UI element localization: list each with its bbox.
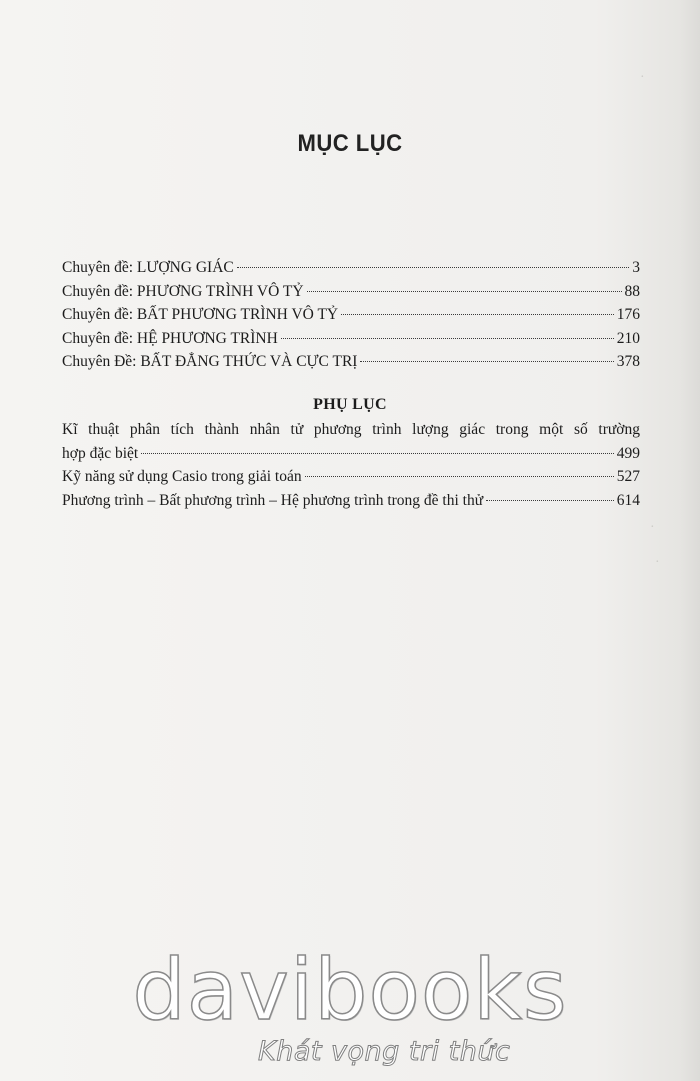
dot-leader	[281, 338, 614, 339]
watermark-brand-logo: davibooks	[132, 941, 568, 1039]
toc-entry	[62, 280, 640, 304]
toc-entry-label: Chuyên Đề: BẤT ĐẲNG THỨC VÀ CỰC TRỊ	[62, 353, 358, 370]
dot-leader	[237, 267, 630, 268]
toc-entry-label: Chuyên đề: BẤT PHƯƠNG TRÌNH VÔ TỶ	[62, 306, 339, 323]
toc-entry-label: Chuyên đề: PHƯƠNG TRÌNH VÔ TỶ	[62, 282, 304, 300]
toc-entry-label: Phương trình – Bất phương trình – Hệ phương trình trong đề thi thử	[62, 491, 484, 509]
toc-entry-page: 210	[616, 329, 640, 347]
toc-entry	[62, 465, 640, 489]
toc-list	[62, 256, 640, 374]
dot-leader	[305, 476, 614, 477]
bleed-through-mark: ·	[655, 555, 660, 570]
toc-entry-page: 88	[624, 282, 640, 300]
toc-entry	[62, 489, 640, 513]
toc-entry-label: Chuyên đề: HỆ PHƯƠNG TRÌNH	[62, 329, 278, 347]
dot-leader	[486, 500, 614, 501]
dot-leader	[307, 291, 622, 292]
toc-entry	[62, 327, 640, 351]
watermark-slogan: Khát vọng tri thức	[258, 1036, 511, 1067]
toc-entry-page: 614	[616, 491, 640, 509]
appendix-list	[62, 418, 640, 512]
dot-leader	[141, 453, 614, 454]
toc-entry-label: Kỹ năng sử dụng Casio trong giải toán	[62, 468, 302, 485]
bleed-through-mark: ·	[640, 70, 645, 85]
toc-entry	[62, 256, 640, 280]
toc-entry-label: Chuyên đề: LƯỢNG GIÁC	[62, 259, 234, 276]
toc-entry-page: 527	[616, 468, 640, 485]
dot-leader	[341, 314, 614, 315]
toc-entry-page: 378	[616, 353, 640, 370]
dot-leader	[360, 361, 613, 362]
toc-entry	[62, 350, 640, 374]
toc-entry-page: 3	[632, 259, 640, 276]
toc-entry	[62, 442, 640, 466]
appendix-entry-line: Kĩ thuật phân tích thành nhân tử phương trình lượng giác trong một số trường	[62, 421, 640, 438]
toc-entry-page: 176	[616, 306, 640, 323]
appendix-title: PHỤ LỤC	[313, 396, 387, 413]
toc-entry-label: hợp đặc biệt	[62, 444, 139, 462]
toc-entry	[62, 303, 640, 327]
bleed-through-mark: ·	[650, 520, 655, 535]
toc-entry-page: 499	[616, 444, 640, 462]
page-title: MỤC LỤC	[297, 130, 403, 157]
